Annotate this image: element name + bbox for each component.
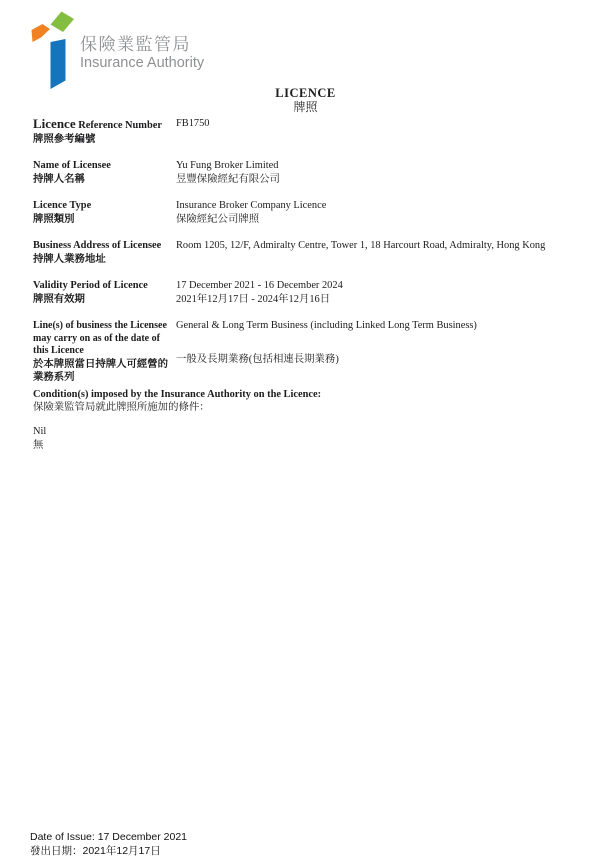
field-value <box>176 118 593 146</box>
field-label-english: may carry on as of the date of <box>33 332 160 344</box>
conditions-value-english: Nil <box>33 426 47 437</box>
insurance-authority-logo <box>30 9 260 91</box>
conditions-value <box>33 426 593 452</box>
field-label-english: Name of Licensee <box>33 160 111 171</box>
field-row-licence-reference-number <box>33 118 593 146</box>
licence-reference-number-value: FB1750 <box>176 118 210 129</box>
date-of-issue <box>30 830 187 858</box>
field-label-english: Licence Type <box>33 200 92 211</box>
field-value <box>176 160 593 186</box>
document-title-chinese: 牌照 <box>293 100 318 114</box>
logo-title-chinese: 保險業監管局 <box>80 35 191 54</box>
field-row-licence-type <box>33 200 593 226</box>
field-label-chinese: 於本牌照當日持牌人可經營的 <box>33 358 169 370</box>
field-row-validity-period <box>33 280 593 306</box>
field-label-chinese: 牌照參考編號 <box>33 133 96 145</box>
logo-green-shape <box>51 12 75 33</box>
field-label-english-emphasis: Licence <box>33 116 76 131</box>
document-title <box>0 86 611 114</box>
validity-period-chinese: 2021年12月17日 - 2024年12月16日 <box>176 293 331 305</box>
logo-title-english: Insurance Authority <box>80 55 205 71</box>
field-label-english: Line(s) of business the Licensee <box>33 320 167 331</box>
field-label-english: Business Address of Licensee <box>33 240 162 251</box>
lines-of-business-chinese: 一般及長期業務(包括相連長期業務) <box>176 353 339 365</box>
document-title-english: LICENCE <box>275 86 336 100</box>
field-label-chinese: 牌照有效期 <box>33 293 85 305</box>
field-label-chinese: 持牌人業務地址 <box>33 253 106 265</box>
field-row-name-of-licensee <box>33 160 593 186</box>
insurance-authority-logo-mark <box>30 9 76 91</box>
field-label <box>33 320 176 385</box>
business-address-value: Room 1205, 12/F, Admiralty Centre, Tower 1, 18 Harcourt Road, Admiralty, Hong Kong <box>176 240 546 251</box>
field-label-chinese: 牌照類別 <box>33 213 75 225</box>
logo-blue-shape <box>51 39 66 89</box>
licensee-name-chinese: 昱豐保險經紀有限公司 <box>176 173 280 185</box>
field-label <box>33 160 176 186</box>
field-value <box>176 200 593 226</box>
field-row-business-address <box>33 240 593 266</box>
conditions-section <box>33 389 593 453</box>
validity-period-english: 17 December 2021 - 16 December 2024 <box>176 280 343 291</box>
field-row-lines-of-business <box>33 320 593 385</box>
field-label <box>33 118 176 146</box>
field-value <box>176 320 593 385</box>
licence-details <box>33 118 593 452</box>
field-label-english: Reference Number <box>78 120 162 131</box>
licence-type-english: Insurance Broker Company Licence <box>176 200 327 211</box>
field-label-english: this Licence <box>33 345 84 356</box>
field-label <box>33 280 176 306</box>
field-label-chinese: 業務系列 <box>33 372 75 383</box>
conditions-heading-english: Condition(s) imposed by the Insurance Authority on the Licence: <box>33 388 322 400</box>
logo-text <box>80 35 204 72</box>
field-value <box>176 240 593 266</box>
field-label-chinese: 持牌人名稱 <box>33 173 85 185</box>
licensee-name-english: Yu Fung Broker Limited <box>176 160 279 171</box>
field-value <box>176 280 593 306</box>
conditions-value-chinese: 無 <box>33 439 44 451</box>
conditions-heading-chinese: 保險業監管局就此牌照所施加的條件： <box>33 402 210 413</box>
field-label <box>33 240 176 266</box>
licence-type-chinese: 保險經紀公司牌照 <box>176 213 260 225</box>
logo-orange-shape <box>32 24 51 42</box>
lines-of-business-english: General & Long Term Business (including Linked Long Term Business) <box>176 320 477 331</box>
date-of-issue-chinese: 發出日期：2021年12月17日 <box>30 845 161 857</box>
field-label-english: Validity Period of Licence <box>33 280 148 291</box>
field-label <box>33 200 176 226</box>
date-of-issue-english: Date of Issue: 17 December 2021 <box>30 831 188 843</box>
